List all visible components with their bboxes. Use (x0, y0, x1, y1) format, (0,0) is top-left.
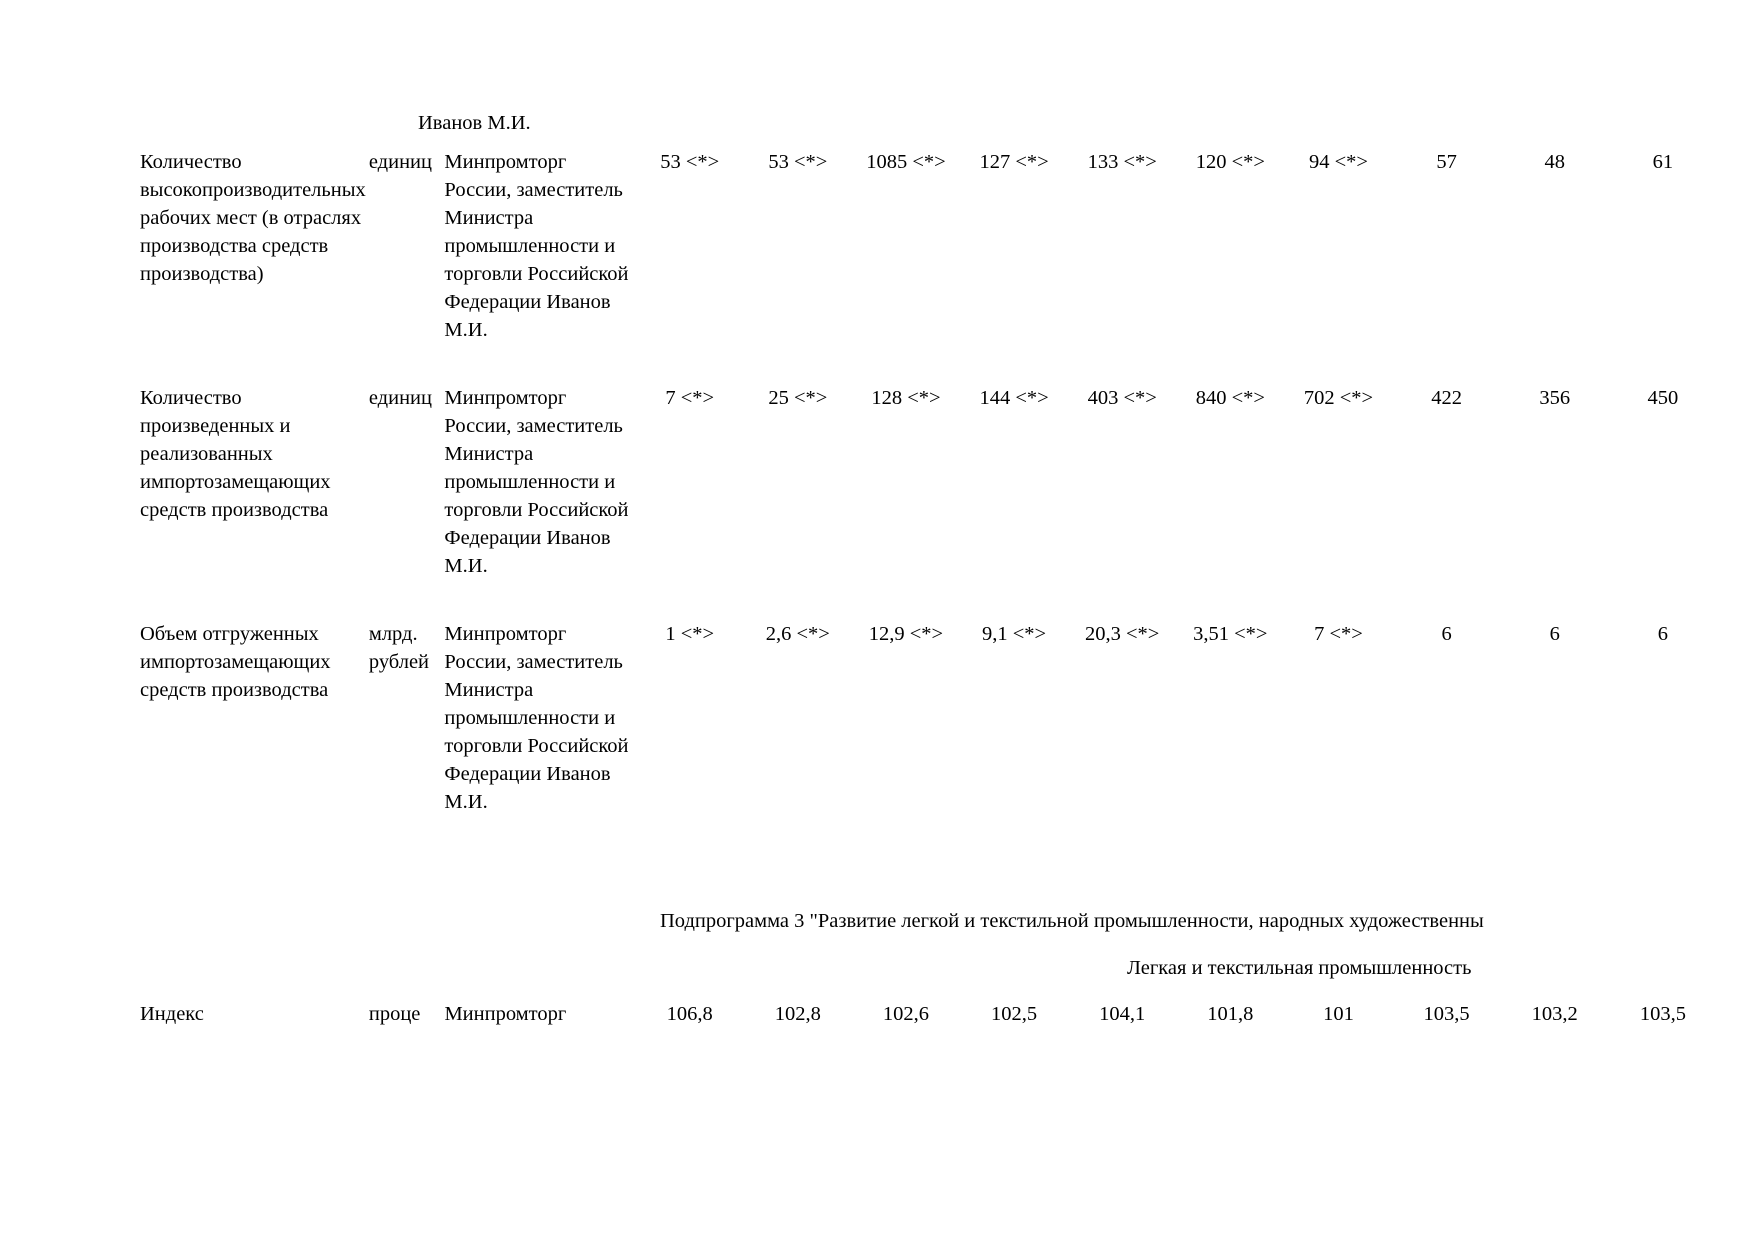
row-value: 6 (1441, 623, 1452, 645)
row-unit: единиц (368, 151, 432, 173)
row-value: 1 <*> (665, 623, 715, 645)
row-value: 48 (1544, 151, 1565, 173)
last-partial-row (140, 1000, 1720, 1028)
row-value: 3,51 <*> (1193, 623, 1268, 645)
row-value: 104,1 (1099, 1003, 1146, 1025)
row-value: 6 (1549, 623, 1560, 645)
row-unit: проце (368, 1003, 421, 1025)
row-indicator-name: Количество произведенных и реализованных импортозамещающих средств производства (140, 387, 331, 521)
row-value: 133 <*> (1087, 151, 1157, 173)
table-row (140, 384, 1720, 580)
row-value: 94 <*> (1308, 151, 1368, 173)
row-value: 106,8 (666, 1003, 713, 1025)
row-value: 9,1 <*> (982, 623, 1047, 645)
row-value: 127 <*> (979, 151, 1049, 173)
indicators-table (140, 108, 1720, 816)
row-value: 7 <*> (1314, 623, 1363, 645)
row-value: 53 <*> (660, 151, 720, 173)
row-value: 450 (1647, 387, 1679, 409)
row-value: 702 <*> (1303, 387, 1374, 409)
row-responsible: Минпромторг (444, 1003, 567, 1025)
row-value: 103,2 (1531, 1003, 1578, 1025)
row-value: 101 (1323, 1003, 1354, 1025)
subprogram-heading: Подпрограмма 3 "Развитие легкой и текстильной промышленности, народных художественны (660, 910, 1484, 932)
row-value: 53 <*> (768, 151, 828, 173)
row-indicator-name: Количество высокопроизводительных рабочих мест (в отраслях производства средств производства) (140, 151, 366, 285)
table-row (140, 620, 1720, 816)
row-value: 840 <*> (1195, 387, 1265, 409)
row-value: 144 <*> (979, 387, 1049, 409)
row-unit: единиц (368, 387, 432, 409)
table-row (140, 1000, 1720, 1028)
row-value: 57 (1436, 151, 1457, 173)
section-heading: Легкая и текстильная промышленность (1127, 957, 1472, 979)
row-indicator-name: Индекс (140, 1003, 204, 1025)
row-value: 7 <*> (665, 387, 715, 409)
row-value: 120 <*> (1195, 151, 1265, 173)
row-value: 1085 <*> (866, 151, 946, 173)
table-row (140, 148, 1720, 344)
row-value: 101,8 (1207, 1003, 1254, 1025)
row-value: 128 <*> (871, 387, 941, 409)
row-indicator-name: Объем отгруженных импортозамещающих средств производства (140, 623, 331, 701)
row-value: 102,8 (774, 1003, 821, 1025)
row-value: 102,5 (991, 1003, 1038, 1025)
spacer-row (140, 108, 1720, 148)
row-value: 12,9 <*> (868, 623, 944, 645)
spacer-row (140, 580, 1720, 620)
row-value: 422 (1431, 387, 1462, 409)
row-value: 25 <*> (768, 387, 828, 409)
row-value: 103,5 (1639, 1003, 1686, 1025)
row-responsible: Минпромторг России, заместитель Министра промышленности и торговли Российской Федерации Иванов М.И. (444, 623, 629, 813)
row-value: 6 (1657, 623, 1668, 645)
spacer-row (140, 344, 1720, 384)
row-value: 403 <*> (1087, 387, 1157, 409)
row-value: 356 (1539, 387, 1571, 409)
top-continuation-text: Иванов М.И. (418, 112, 531, 134)
row-value: 61 (1652, 151, 1674, 173)
row-unit: млрд. рублей (368, 623, 430, 673)
row-value: 2,6 <*> (765, 623, 830, 645)
row-value: 103,5 (1423, 1003, 1470, 1025)
row-responsible: Минпромторг России, заместитель Министра промышленности и торговли Российской Федерации Иванов М.И. (444, 387, 629, 577)
row-value: 20,3 <*> (1085, 623, 1160, 645)
row-responsible: Минпромторг России, заместитель Министра промышленности и торговли Российской Федерации Иванов М.И. (444, 151, 629, 341)
row-value: 102,6 (882, 1003, 930, 1025)
